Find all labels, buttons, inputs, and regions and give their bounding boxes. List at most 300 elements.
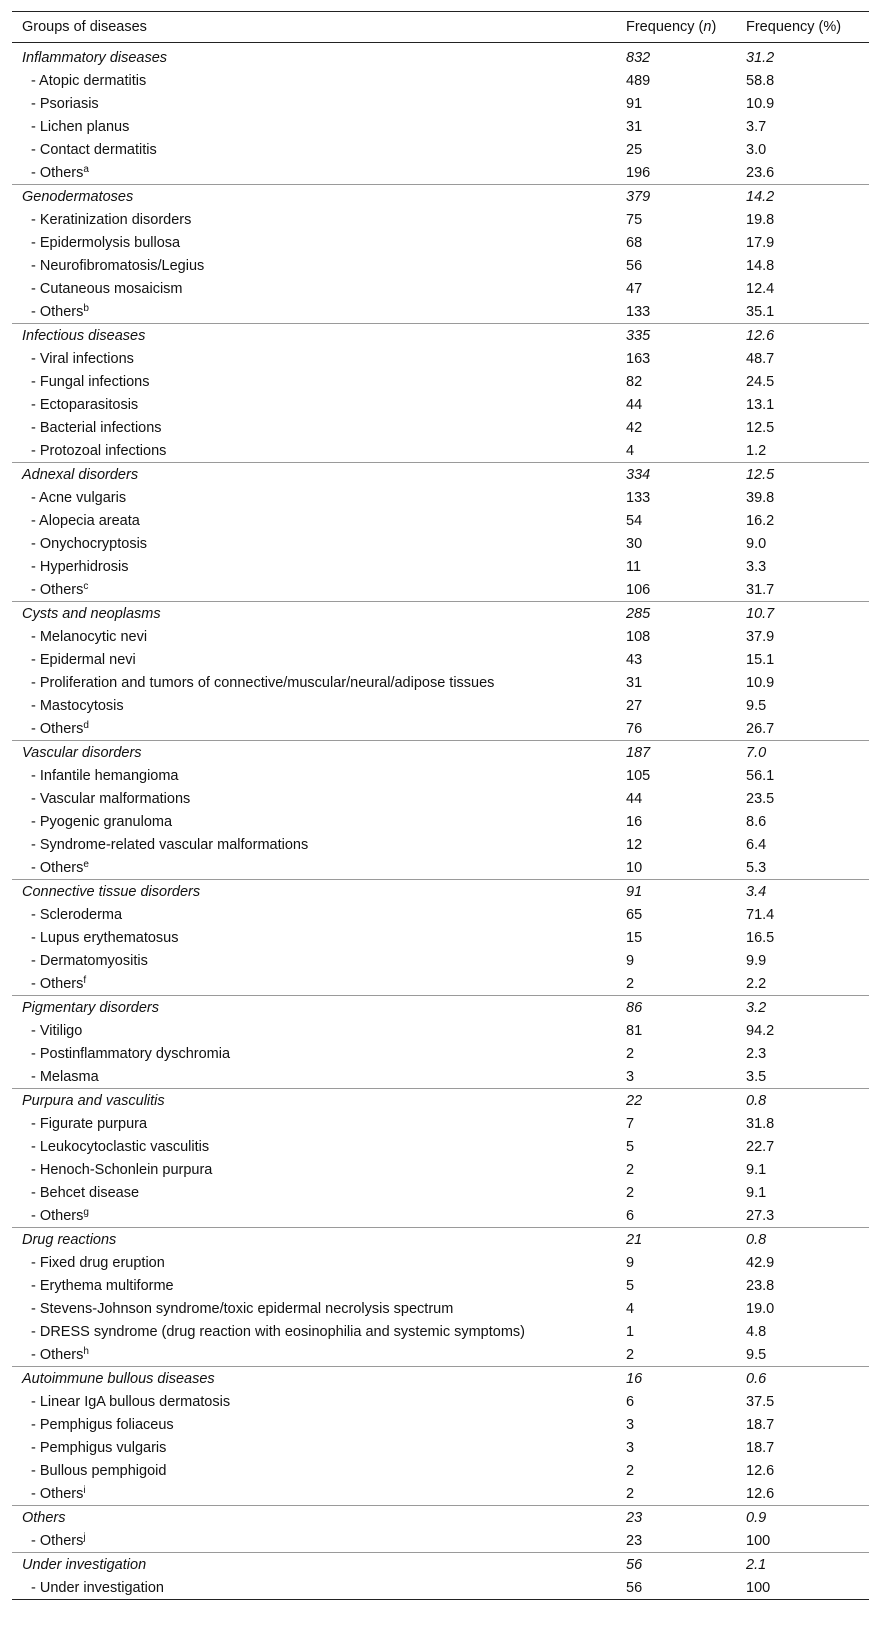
item-frequency-pct: 13.1 bbox=[746, 396, 775, 413]
group-frequency-pct: 0.8 bbox=[736, 1228, 869, 1252]
item-label bbox=[12, 347, 616, 370]
item-frequency-n: 196 bbox=[626, 164, 651, 181]
item-label-text: - Stevens-Johnson syndrome/toxic epidermal necrolysis spectrum bbox=[31, 1300, 454, 1317]
item-label-text: - Figurate purpura bbox=[31, 1115, 148, 1132]
item-label bbox=[12, 1158, 616, 1181]
group-row bbox=[12, 324, 869, 348]
table-row bbox=[12, 138, 869, 161]
item-frequency-pct: 3.3 bbox=[746, 558, 767, 575]
table-row bbox=[12, 903, 869, 926]
group-row bbox=[12, 1506, 869, 1530]
table-row bbox=[12, 1459, 869, 1482]
item-label bbox=[12, 903, 616, 926]
item-label-text: - Fungal infections bbox=[31, 373, 150, 390]
item-frequency-pct: 9.5 bbox=[746, 1346, 767, 1363]
item-label-text: - Others bbox=[31, 720, 84, 737]
item-label bbox=[12, 856, 616, 880]
group-frequency-n: 91 bbox=[616, 880, 736, 904]
table-row bbox=[12, 671, 869, 694]
item-label-text: - Bacterial infections bbox=[31, 419, 162, 436]
item-label bbox=[12, 1529, 616, 1553]
group-frequency-n: 379 bbox=[616, 185, 736, 209]
group-name: Infectious diseases bbox=[12, 324, 616, 348]
item-frequency-n: 31 bbox=[626, 674, 643, 691]
group-frequency-n: 187 bbox=[616, 741, 736, 765]
group-row bbox=[12, 602, 869, 626]
table-row bbox=[12, 347, 869, 370]
item-frequency-pct: 5.3 bbox=[746, 859, 767, 876]
item-frequency-n: 11 bbox=[626, 558, 642, 575]
item-frequency-n: 42 bbox=[626, 419, 643, 436]
item-label bbox=[12, 648, 616, 671]
item-frequency-n: 4 bbox=[626, 442, 635, 459]
item-frequency-pct: 22.7 bbox=[746, 1138, 775, 1155]
item-frequency-pct: 3.5 bbox=[746, 1068, 767, 1085]
item-label-text: - Others bbox=[31, 975, 84, 992]
table-row bbox=[12, 856, 869, 880]
item-label-text: - Psoriasis bbox=[31, 95, 99, 112]
item-label bbox=[12, 208, 616, 231]
item-label-text: - Others bbox=[31, 164, 84, 181]
item-frequency-pct: 100 bbox=[746, 1579, 771, 1596]
group-name: Autoimmune bullous diseases bbox=[12, 1367, 616, 1391]
item-frequency-pct: 1.2 bbox=[746, 442, 767, 459]
item-label bbox=[12, 578, 616, 602]
group-row bbox=[12, 996, 869, 1020]
item-frequency-pct: 48.7 bbox=[746, 350, 775, 367]
item-label bbox=[12, 1042, 616, 1065]
item-frequency-n: 7 bbox=[626, 1115, 635, 1132]
item-frequency-n: 3 bbox=[626, 1068, 635, 1085]
footnote-marker: j bbox=[83, 1531, 86, 1543]
item-frequency-n: 47 bbox=[626, 280, 643, 297]
item-label-text: - Keratinization disorders bbox=[31, 211, 192, 228]
item-frequency-pct: 17.9 bbox=[746, 234, 775, 251]
item-label bbox=[12, 486, 616, 509]
item-frequency-n: 9 bbox=[626, 1254, 635, 1271]
table-row bbox=[12, 1135, 869, 1158]
group-name: Pigmentary disorders bbox=[12, 996, 616, 1020]
item-frequency-n: 105 bbox=[626, 767, 651, 784]
item-label-text: - Fixed drug eruption bbox=[31, 1254, 165, 1271]
group-name: Inflammatory diseases bbox=[22, 49, 168, 66]
group-frequency-pct: 0.8 bbox=[736, 1089, 869, 1113]
table-row bbox=[12, 115, 869, 138]
item-frequency-n: 91 bbox=[626, 95, 643, 112]
item-label bbox=[12, 393, 616, 416]
item-label bbox=[12, 69, 616, 92]
item-frequency-pct: 23.6 bbox=[746, 164, 775, 181]
group-name: Purpura and vasculitis bbox=[12, 1089, 616, 1113]
table-row bbox=[12, 92, 869, 115]
group-frequency-n: 285 bbox=[616, 602, 736, 626]
item-frequency-pct: 27.3 bbox=[746, 1207, 775, 1224]
group-row bbox=[12, 741, 869, 765]
item-label-text: - Leukocytoclastic vasculitis bbox=[31, 1138, 210, 1155]
table-row bbox=[12, 949, 869, 972]
table-row bbox=[12, 393, 869, 416]
table-row bbox=[12, 1181, 869, 1204]
group-frequency-pct: 2.1 bbox=[736, 1553, 869, 1577]
item-frequency-n: 1 bbox=[626, 1323, 635, 1340]
item-frequency-n: 68 bbox=[626, 234, 643, 251]
item-frequency-n: 163 bbox=[626, 350, 651, 367]
group-frequency-pct: 12.6 bbox=[736, 324, 869, 348]
table-row bbox=[12, 1204, 869, 1228]
item-label bbox=[12, 1274, 616, 1297]
table-header bbox=[12, 12, 869, 43]
item-label-text: - Vascular malformations bbox=[31, 790, 191, 807]
table-row bbox=[12, 254, 869, 277]
table-body bbox=[12, 43, 869, 1600]
table-row bbox=[12, 532, 869, 555]
item-label-text: - Lichen planus bbox=[31, 118, 130, 135]
table-row bbox=[12, 1042, 869, 1065]
item-frequency-pct: 100 bbox=[746, 1532, 771, 1549]
group-row bbox=[12, 185, 869, 209]
item-label bbox=[12, 254, 616, 277]
group-row bbox=[12, 880, 869, 904]
group-row bbox=[12, 1089, 869, 1113]
item-label-text: - Erythema multiforme bbox=[31, 1277, 174, 1294]
item-frequency-pct: 15.1 bbox=[746, 651, 775, 668]
item-label bbox=[12, 810, 616, 833]
group-name: Connective tissue disorders bbox=[12, 880, 616, 904]
item-frequency-pct: 2.2 bbox=[746, 975, 767, 992]
table-row bbox=[12, 717, 869, 741]
item-frequency-pct: 42.9 bbox=[746, 1254, 775, 1271]
item-label-text: - Lupus erythematosus bbox=[31, 929, 179, 946]
item-frequency-pct: 12.4 bbox=[746, 280, 775, 297]
item-frequency-n: 106 bbox=[626, 581, 651, 598]
table-row bbox=[12, 1413, 869, 1436]
item-frequency-n: 43 bbox=[626, 651, 643, 668]
table-row bbox=[12, 1251, 869, 1274]
group-frequency-pct: 3.2 bbox=[736, 996, 869, 1020]
item-frequency-pct: 2.3 bbox=[746, 1045, 767, 1062]
group-frequency-pct: 12.5 bbox=[736, 463, 869, 487]
item-frequency-n: 2 bbox=[626, 1045, 635, 1062]
item-label-text: - Bullous pemphigoid bbox=[31, 1462, 167, 1479]
item-label-text: - Neurofibromatosis/Legius bbox=[31, 257, 205, 274]
item-label bbox=[12, 1413, 616, 1436]
item-label bbox=[12, 231, 616, 254]
table-row bbox=[12, 1436, 869, 1459]
item-label-text: - Vitiligo bbox=[31, 1022, 83, 1039]
item-frequency-n: 75 bbox=[626, 211, 643, 228]
item-label bbox=[12, 161, 616, 185]
group-frequency-n: 56 bbox=[616, 1553, 736, 1577]
group-name: Cysts and neoplasms bbox=[12, 602, 616, 626]
table-row bbox=[12, 1274, 869, 1297]
item-frequency-n: 5 bbox=[626, 1138, 635, 1155]
item-label-text: - Henoch-Schonlein purpura bbox=[31, 1161, 213, 1178]
table-row bbox=[12, 370, 869, 393]
item-label bbox=[12, 1576, 616, 1600]
item-label bbox=[12, 138, 616, 161]
item-label-text: - Linear IgA bullous dermatosis bbox=[31, 1393, 231, 1410]
item-label bbox=[12, 1320, 616, 1343]
footnote-marker: a bbox=[83, 163, 89, 175]
table-row bbox=[12, 555, 869, 578]
table-row bbox=[12, 1019, 869, 1042]
item-label bbox=[12, 833, 616, 856]
item-frequency-pct: 6.4 bbox=[746, 836, 767, 853]
item-frequency-n: 5 bbox=[626, 1277, 635, 1294]
item-label-text: - Scleroderma bbox=[31, 906, 123, 923]
item-frequency-pct: 9.0 bbox=[746, 535, 767, 552]
group-row bbox=[12, 43, 869, 70]
footnote-marker: c bbox=[83, 580, 89, 592]
item-frequency-pct: 12.6 bbox=[746, 1462, 775, 1479]
header-row bbox=[12, 12, 869, 43]
item-frequency-n: 2 bbox=[626, 1184, 635, 1201]
table-row bbox=[12, 208, 869, 231]
item-frequency-n: 82 bbox=[626, 373, 643, 390]
item-frequency-n: 3 bbox=[626, 1439, 635, 1456]
item-frequency-pct: 58.8 bbox=[746, 72, 775, 89]
table-row bbox=[12, 1576, 869, 1600]
item-frequency-pct: 8.6 bbox=[746, 813, 767, 830]
group-frequency-n: 16 bbox=[616, 1367, 736, 1391]
item-label bbox=[12, 370, 616, 393]
item-label-text: - Others bbox=[31, 303, 84, 320]
header-frequency-n: Frequency (n) bbox=[626, 19, 717, 35]
item-frequency-n: 30 bbox=[626, 535, 643, 552]
table-row bbox=[12, 972, 869, 996]
group-frequency-n: 832 bbox=[626, 49, 651, 66]
item-label-text: - Syndrome-related vascular malformations bbox=[31, 836, 309, 853]
table-row bbox=[12, 509, 869, 532]
footnote-marker: b bbox=[83, 302, 89, 314]
table-row bbox=[12, 810, 869, 833]
footnote-marker: i bbox=[83, 1484, 86, 1496]
group-name: Genodermatoses bbox=[12, 185, 616, 209]
item-label-text: - DRESS syndrome (drug reaction with eosinophilia and systemic symptoms) bbox=[31, 1323, 525, 1340]
item-label bbox=[12, 555, 616, 578]
item-frequency-n: 25 bbox=[626, 141, 643, 158]
item-label-text: - Others bbox=[31, 1346, 84, 1363]
footnote-marker: g bbox=[83, 1206, 89, 1218]
group-frequency-pct: 10.7 bbox=[736, 602, 869, 626]
item-label-text: - Pyogenic granuloma bbox=[31, 813, 173, 830]
group-frequency-n: 334 bbox=[616, 463, 736, 487]
group-frequency-pct: 0.9 bbox=[736, 1506, 869, 1530]
table-row bbox=[12, 625, 869, 648]
item-label-text: - Epidermal nevi bbox=[31, 651, 136, 668]
item-label-text: - Onychocryptosis bbox=[31, 535, 148, 552]
item-frequency-n: 2 bbox=[626, 975, 635, 992]
item-frequency-pct: 3.7 bbox=[746, 118, 767, 135]
item-label bbox=[12, 1112, 616, 1135]
item-label-text: - Pemphigus vulgaris bbox=[31, 1439, 167, 1456]
item-frequency-n: 76 bbox=[626, 720, 643, 737]
item-label bbox=[12, 671, 616, 694]
item-frequency-n: 16 bbox=[626, 813, 643, 830]
item-label-text: - Epidermolysis bullosa bbox=[31, 234, 181, 251]
table-row bbox=[12, 277, 869, 300]
item-label bbox=[12, 1459, 616, 1482]
group-name: Adnexal disorders bbox=[12, 463, 616, 487]
item-frequency-pct: 18.7 bbox=[746, 1439, 775, 1456]
item-frequency-n: 65 bbox=[626, 906, 643, 923]
item-label bbox=[12, 300, 616, 324]
table-row bbox=[12, 1297, 869, 1320]
item-frequency-pct: 10.9 bbox=[746, 95, 775, 112]
table-row bbox=[12, 161, 869, 185]
item-frequency-n: 27 bbox=[626, 697, 643, 714]
header-groups: Groups of diseases bbox=[22, 19, 147, 35]
item-label-text: - Others bbox=[31, 1485, 84, 1502]
group-name: Others bbox=[12, 1506, 616, 1530]
item-frequency-n: 6 bbox=[626, 1207, 635, 1224]
item-label bbox=[12, 787, 616, 810]
group-frequency-pct: 3.4 bbox=[736, 880, 869, 904]
group-frequency-n: 86 bbox=[616, 996, 736, 1020]
item-label bbox=[12, 972, 616, 996]
item-label bbox=[12, 1297, 616, 1320]
item-frequency-n: 108 bbox=[626, 628, 651, 645]
table-row bbox=[12, 439, 869, 463]
item-label-text: - Protozoal infections bbox=[31, 442, 167, 459]
group-name: Drug reactions bbox=[12, 1228, 616, 1252]
item-label-text: - Acne vulgaris bbox=[31, 489, 127, 506]
item-label bbox=[12, 416, 616, 439]
item-frequency-pct: 19.8 bbox=[746, 211, 775, 228]
group-frequency-n: 23 bbox=[616, 1506, 736, 1530]
item-label bbox=[12, 1482, 616, 1506]
group-name: Vascular disorders bbox=[12, 741, 616, 765]
item-frequency-n: 81 bbox=[626, 1022, 643, 1039]
item-label bbox=[12, 926, 616, 949]
item-frequency-pct: 16.5 bbox=[746, 929, 775, 946]
item-frequency-pct: 18.7 bbox=[746, 1416, 775, 1433]
item-frequency-pct: 39.8 bbox=[746, 489, 775, 506]
table-row bbox=[12, 578, 869, 602]
group-frequency-pct: 14.2 bbox=[736, 185, 869, 209]
table-row bbox=[12, 648, 869, 671]
item-label bbox=[12, 1204, 616, 1228]
table-row bbox=[12, 1390, 869, 1413]
item-frequency-pct: 12.6 bbox=[746, 1485, 775, 1502]
table-row bbox=[12, 486, 869, 509]
item-frequency-n: 2 bbox=[626, 1485, 635, 1502]
item-frequency-n: 44 bbox=[626, 396, 643, 413]
item-frequency-n: 56 bbox=[626, 1579, 643, 1596]
header-frequency-pct: Frequency (%) bbox=[746, 19, 842, 35]
item-label bbox=[12, 92, 616, 115]
item-label-text: - Postinflammatory dyschromia bbox=[31, 1045, 231, 1062]
table-row bbox=[12, 1320, 869, 1343]
item-frequency-n: 2 bbox=[626, 1462, 635, 1479]
item-label bbox=[12, 1343, 616, 1367]
item-label-text: - Others bbox=[31, 859, 84, 876]
item-label bbox=[12, 1019, 616, 1042]
item-label-text: - Atopic dermatitis bbox=[31, 72, 147, 89]
group-frequency-n: 335 bbox=[616, 324, 736, 348]
item-label-text: - Proliferation and tumors of connective/muscular/neural/adipose tissues bbox=[31, 674, 495, 691]
item-frequency-pct: 10.9 bbox=[746, 674, 775, 691]
footnote-marker: h bbox=[83, 1345, 89, 1357]
item-label-text: - Melanocytic nevi bbox=[31, 628, 148, 645]
group-frequency-n: 21 bbox=[616, 1228, 736, 1252]
item-frequency-pct: 19.0 bbox=[746, 1300, 775, 1317]
item-frequency-pct: 23.8 bbox=[746, 1277, 775, 1294]
item-frequency-pct: 23.5 bbox=[746, 790, 775, 807]
group-frequency-pct: 0.6 bbox=[736, 1367, 869, 1391]
item-frequency-n: 15 bbox=[626, 929, 643, 946]
item-label-text: - Others bbox=[31, 1532, 84, 1549]
item-label bbox=[12, 949, 616, 972]
item-label-text: - Others bbox=[31, 1207, 84, 1224]
table-row bbox=[12, 231, 869, 254]
item-frequency-pct: 9.1 bbox=[746, 1184, 767, 1201]
table-row bbox=[12, 694, 869, 717]
item-label-text: - Under investigation bbox=[31, 1579, 164, 1596]
table-row bbox=[12, 69, 869, 92]
item-frequency-n: 489 bbox=[626, 72, 651, 89]
item-label bbox=[12, 717, 616, 741]
item-label-text: - Cutaneous mosaicism bbox=[31, 280, 183, 297]
item-frequency-pct: 9.5 bbox=[746, 697, 767, 714]
group-name: Under investigation bbox=[12, 1553, 616, 1577]
group-frequency-pct: 7.0 bbox=[736, 741, 869, 765]
item-frequency-n: 2 bbox=[626, 1346, 635, 1363]
table-row bbox=[12, 833, 869, 856]
group-row bbox=[12, 1553, 869, 1577]
item-label-text: - Melasma bbox=[31, 1068, 99, 1085]
item-label bbox=[12, 1251, 616, 1274]
item-frequency-pct: 16.2 bbox=[746, 512, 775, 529]
table-row bbox=[12, 787, 869, 810]
item-frequency-pct: 9.9 bbox=[746, 952, 767, 969]
item-frequency-n: 6 bbox=[626, 1393, 635, 1410]
table-row bbox=[12, 416, 869, 439]
item-label-text: - Ectoparasitosis bbox=[31, 396, 139, 413]
item-label-text: - Contact dermatitis bbox=[31, 141, 157, 158]
item-label bbox=[12, 509, 616, 532]
table-row bbox=[12, 1343, 869, 1367]
item-label-text: - Hyperhidrosis bbox=[31, 558, 129, 575]
item-label bbox=[12, 532, 616, 555]
item-label bbox=[12, 1065, 616, 1089]
item-frequency-n: 9 bbox=[626, 952, 635, 969]
item-label-text: - Infantile hemangioma bbox=[31, 767, 179, 784]
item-frequency-n: 133 bbox=[626, 303, 651, 320]
item-frequency-n: 54 bbox=[626, 512, 643, 529]
group-row bbox=[12, 1228, 869, 1252]
group-row bbox=[12, 463, 869, 487]
table-row bbox=[12, 300, 869, 324]
item-frequency-pct: 31.7 bbox=[746, 581, 775, 598]
item-frequency-n: 56 bbox=[626, 257, 643, 274]
item-frequency-pct: 12.5 bbox=[746, 419, 775, 436]
footnote-marker: f bbox=[83, 974, 87, 986]
item-label-text: - Others bbox=[31, 581, 84, 598]
table-row bbox=[12, 1529, 869, 1553]
item-frequency-pct: 37.5 bbox=[746, 1393, 775, 1410]
item-label bbox=[12, 115, 616, 138]
item-frequency-n: 23 bbox=[626, 1532, 643, 1549]
item-label bbox=[12, 277, 616, 300]
item-frequency-n: 3 bbox=[626, 1416, 635, 1433]
item-frequency-pct: 4.8 bbox=[746, 1323, 767, 1340]
group-row bbox=[12, 1367, 869, 1391]
group-frequency-pct: 31.2 bbox=[746, 49, 775, 66]
item-frequency-n: 133 bbox=[626, 489, 651, 506]
item-frequency-n: 10 bbox=[626, 859, 643, 876]
item-frequency-pct: 94.2 bbox=[746, 1022, 775, 1039]
